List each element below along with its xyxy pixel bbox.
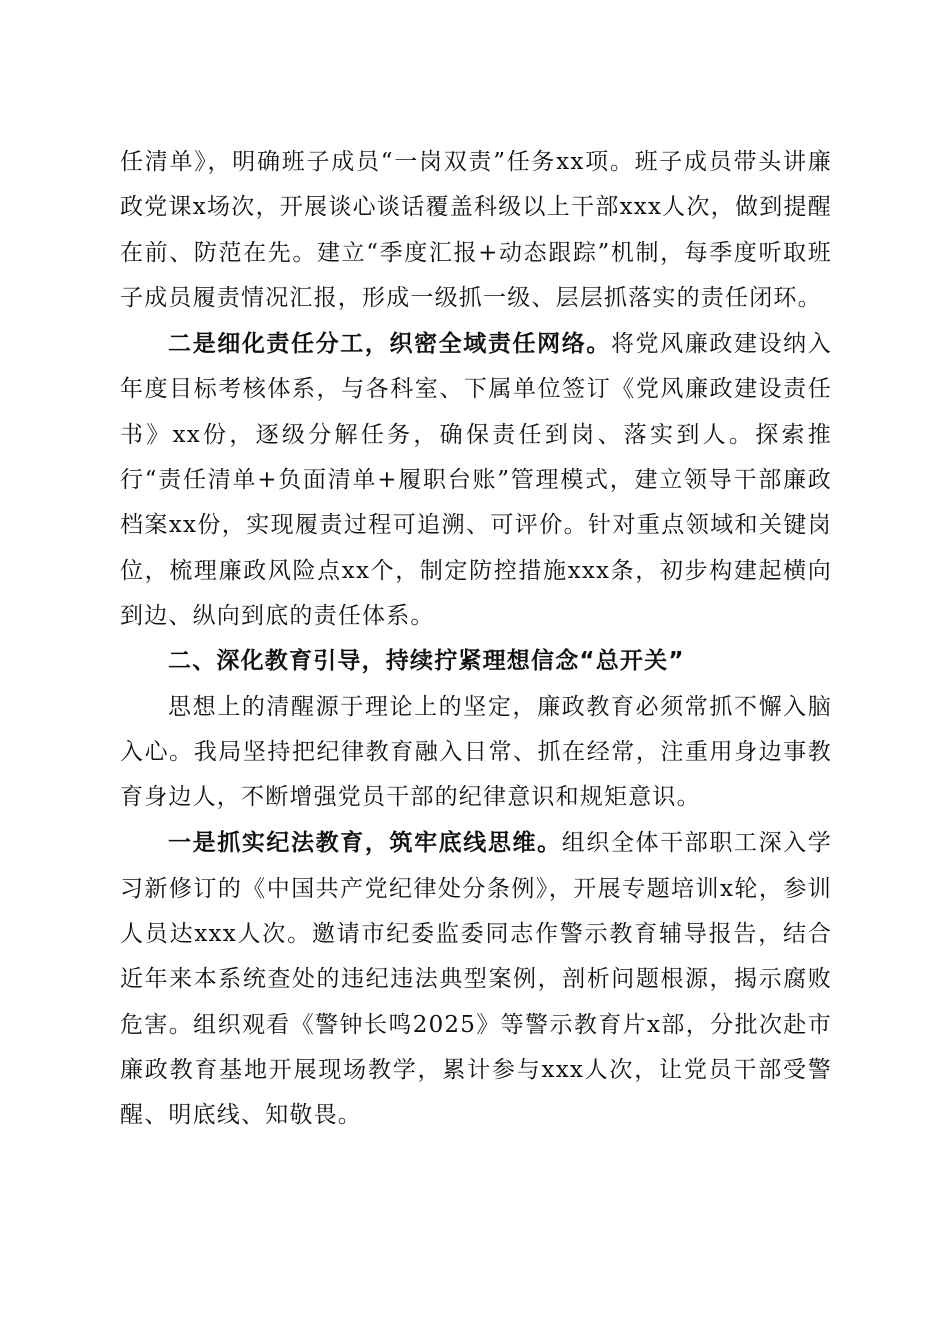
paragraph-lead: 二是细化责任分工，织密全域责任网络。 — [168, 330, 611, 358]
document-body — [120, 140, 832, 1139]
paragraph-refine-division — [120, 321, 832, 639]
paragraph-education-intro: 思想上的清醒源于理论上的坚定，廉政教育必须常抓不懈入脑入心。我局坚持把纪律教育融入日常、抓在经常，注重用身边事教育身边人，不断增强党员干部的纪律意识和规矩意识。 — [120, 693, 832, 811]
paragraph-discipline-education — [120, 820, 832, 1138]
paragraph-text: 将党风廉政建设纳入年度目标考核体系，与各科室、下属单位签订《党风廉政建设责任书》xx份，逐级分解任务，确保责任到岗、落实到人。探索推行“责任清单+负面清单+履职台账”管理模式，建立领导干部廉政档案xx份，实现履责过程可追溯、可评价。针对重点领域和关键岗位，梳理廉政风险点xx个，制定防控措施xxx条，初步构建起横向到边、纵向到底的责任体系。 — [120, 331, 832, 629]
paragraph-text: 组织全体干部职工深入学习新修订的《中国共产党纪律处分条例》，开展专题培训x轮，参训人员达xxx人次。邀请市纪委监委同志作警示教育辅导报告，结合近年来本系统查处的违纪违法典型案例，剖析问题根源，揭示腐败危害。组织观看《警钟长鸣2025》等警示教育片x部，分批次赴市廉政教育基地开展现场教学，累计参与xxx人次，让党员干部受警醒、明底线、知敬畏。 — [120, 830, 833, 1129]
paragraph-lead: 一是抓实纪法教育，筑牢底线思维。 — [168, 829, 562, 857]
section-heading: 二、深化教育引导，持续拧紧理想信念“总开关” — [168, 648, 685, 675]
paragraph-responsibility-list: 任清单》，明确班子成员“一岗双责”任务xx项。班子成员带头讲廉政党课x场次，开展谈心谈话覆盖科级以上干部xxx人次，做到提醒在前、防范在先。建立“季度汇报+动态跟踪”机制，每季度听取班子成员履责情况汇报，形成一级抓一级、层层抓落实的责任闭环。 — [120, 149, 832, 311]
